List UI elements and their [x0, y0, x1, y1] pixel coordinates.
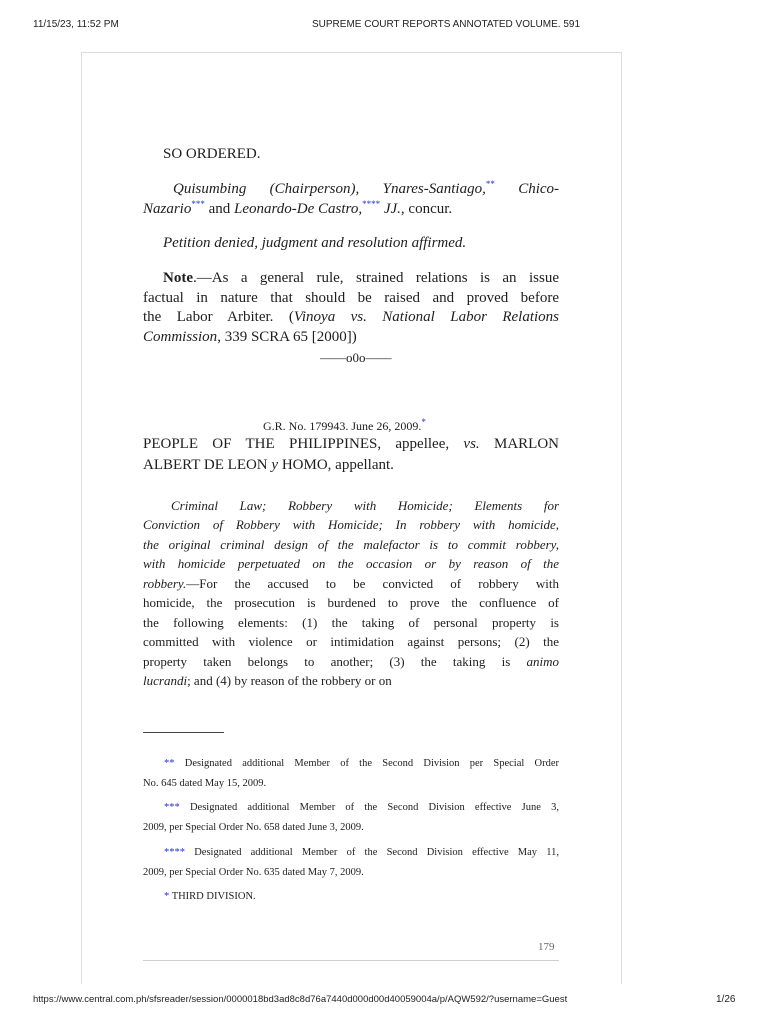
page-bottom-rule — [143, 960, 559, 961]
note-line-2: factual in nature that should be raised and proved before — [143, 290, 559, 306]
footnote-line: ** Designated additional Member of the Second Division per Special Order — [164, 758, 560, 769]
footnote-mark[interactable]: **** — [164, 847, 185, 858]
footnote-line: **** Designated additional Member of the Second Division effective May 11, — [164, 847, 559, 858]
note-line-4: Commission, 339 SCRA 65 [2000]) — [143, 329, 357, 345]
footnote-line: No. 645 dated May 15, 2009. — [143, 778, 267, 789]
footnote-ref[interactable]: * — [421, 417, 426, 427]
syllabus-line: Conviction of Robbery with Homicide; In robbery with homicide, — [143, 517, 559, 532]
parties-line-1: PEOPLE OF THE PHILIPPINES, appellee, vs. MARLON — [143, 436, 559, 452]
footnote-mark[interactable]: *** — [164, 802, 180, 813]
footnote-mark[interactable]: * — [164, 891, 170, 902]
case-number: G.R. No. 179943. June 26, 2009.* — [263, 417, 426, 433]
footnote-ref[interactable]: ** — [485, 179, 495, 189]
footnote-divider — [143, 732, 224, 733]
footnote-line: *** Designated additional Member of the Second Division effective June 3, — [164, 802, 559, 813]
print-datetime: 11/15/23, 11:52 PM — [33, 19, 119, 30]
print-page-count: 1/26 — [716, 994, 736, 1005]
section-separator: ——o0o—— — [320, 350, 392, 365]
syllabus-line: Criminal Law; Robbery with Homicide; Elements for — [171, 498, 559, 513]
footnote-line: 2009, per Special Order No. 635 dated May 7, 2009. — [143, 867, 364, 878]
syllabus-line: homicide, the prosecution is burdened to prove the confluence of — [143, 595, 559, 610]
syllabus-line: committed with violence or intimidation against persons; (2) the — [143, 634, 559, 649]
note-line-3: the Labor Arbiter. (Vinoya vs. National Labor Relations — [143, 309, 560, 325]
syllabus-line: property taken belongs to another; (3) the taking is animo — [143, 654, 559, 669]
concur-line-1: Quisumbing (Chairperson), Ynares-Santiago,** Chico- — [173, 179, 560, 197]
footnote-ref[interactable]: *** — [191, 199, 205, 209]
syllabus-line: robbery.—For the accused to be convicted of robbery with — [143, 576, 559, 591]
syllabus-line: the original criminal design of the malefactor is to commit robbery, — [143, 537, 559, 552]
footnote-line: 2009, per Special Order No. 658 dated June 3, 2009. — [143, 822, 364, 833]
print-title: SUPREME COURT REPORTS ANNOTATED VOLUME. 591 — [312, 19, 581, 30]
footnote-mark[interactable]: ** — [164, 758, 175, 769]
parties-line-2: ALBERT DE LEON y HOMO, appellant. — [143, 457, 394, 473]
disposition: Petition denied, judgment and resolution affirmed. — [163, 235, 467, 251]
footnote-line: * THIRD DIVISION. — [164, 891, 256, 902]
syllabus-line: the following elements: (1) the taking of personal property is — [143, 615, 559, 630]
print-url: https://www.central.com.ph/sfsreader/session/0000018bd3ad8c8d76a7440d000d00d40059004a/p/AQW592/?username=Guest — [33, 994, 568, 1005]
note-line-1: Note.—As a general rule, strained relations is an issue — [163, 270, 559, 286]
syllabus-line: with homicide perpetuated on the occasion or by reason of the — [143, 556, 559, 571]
page-number: 179 — [538, 941, 555, 953]
so-ordered: SO ORDERED. — [163, 146, 261, 162]
footnote-ref[interactable]: **** — [362, 199, 381, 209]
concur-line-2: Nazario*** and Leonardo-De Castro,**** JJ., concur. — [143, 199, 453, 217]
syllabus-line: lucrandi; and (4) by reason of the robbery or on — [143, 673, 392, 688]
